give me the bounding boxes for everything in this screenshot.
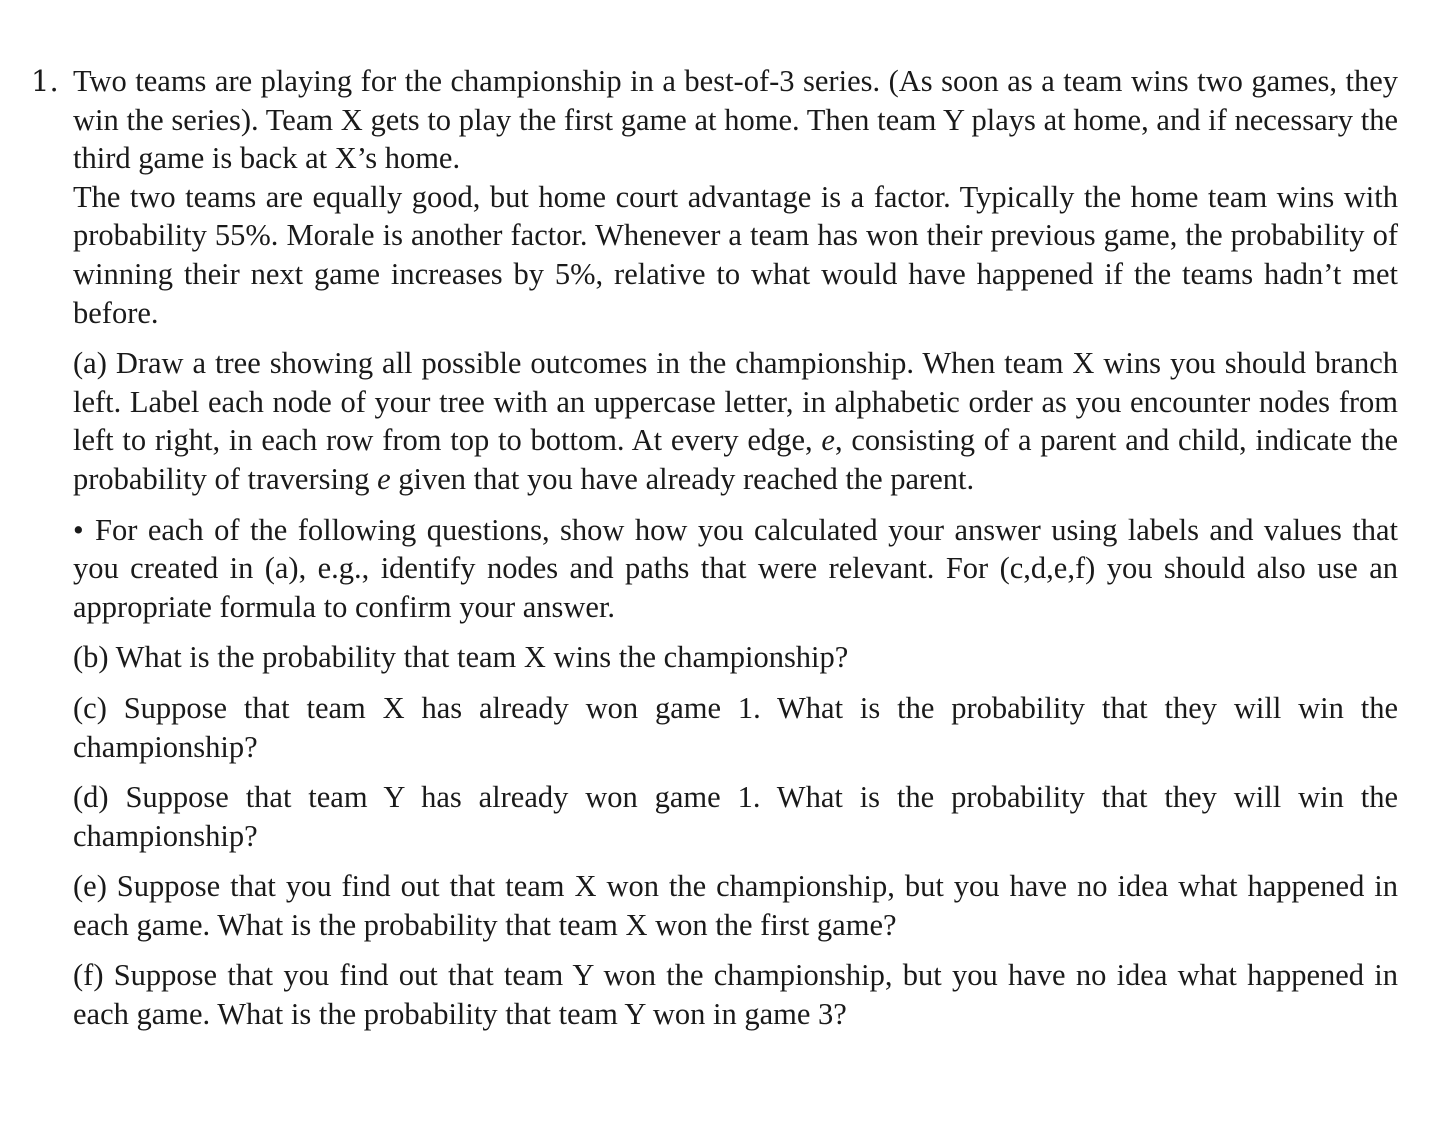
part-a-text-3: given that you have already reached the parent.: [390, 461, 975, 496]
bullet-icon: •: [73, 512, 84, 547]
part-d: (d) Suppose that team Y has already won game 1. What is the probability that they will win the championship?: [73, 780, 1398, 853]
problem-intro: Two teams are playing for the championship in a best-of-3 series. (As soon as a team wins two games, they win the series). Team X gets to play the first game at home. Then team Y plays at home, and if necessary the third game is back at X’s home.: [73, 64, 1398, 176]
instructions: [73, 511, 1398, 627]
instructions-text: For each of the following questions, show how you calculated your answer using labels and values that you created in (a), e.g., identify nodes and paths that were relevant. For (c,d,e,f) you should also use an appropriate formula to confirm your answer.: [73, 512, 1398, 624]
part-c: (c) Suppose that team X has already won game 1. What is the probability that they will win the championship?: [73, 690, 1398, 764]
edge-variable: e: [821, 423, 835, 458]
part-a-text-1: (a) Draw a tree showing all possible outcomes in the championship. When team X wins you should branch left. Label each node of your tree with an uppercase letter, in alphabetic order as you encounter nodes from left to right, in each row from top to bottom. At every edge,: [73, 346, 1398, 458]
part-e: (e) Suppose that you find out that team X won the championship, but you have no idea what happened in each game. What is the probability that team X won the first game?: [73, 869, 1398, 942]
problem-1: [31, 62, 1398, 1034]
problem-number: 1.: [31, 64, 59, 98]
part-a-text-2: , consisting of a parent and child, indicate the probability of traversing: [73, 423, 1398, 496]
problem-context: The two teams are equally good, but home court advantage is a factor. Typically the home team wins with probability 55%. Morale is another factor. Whenever a team has won their previous game, the probability of winning their next game increases by 5%, relative to what would have happened if the teams hadn’t met before.: [73, 179, 1398, 330]
part-f: (f) Suppose that you find out that team Y won the championship, but you have no idea what happened in each game. What is the probability that team Y won in game 3?: [73, 958, 1398, 1032]
part-b: (b) What is the probability that team X wins the championship?: [73, 640, 849, 675]
problem-body: [73, 62, 1398, 1034]
edge-variable: e: [377, 461, 391, 496]
part-a: [73, 344, 1398, 498]
